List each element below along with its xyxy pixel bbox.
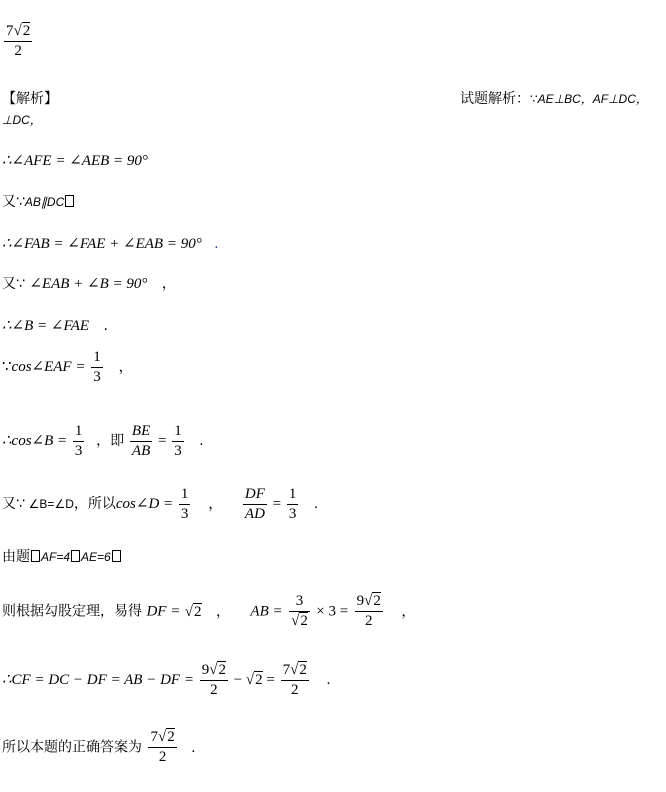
final-answer-prefix: 所以本题的正确答案为	[2, 739, 142, 756]
step-11-period: .	[326, 671, 331, 688]
answer-fraction	[4, 24, 32, 59]
answer-coefficient: 7	[6, 23, 14, 39]
ratio-df-ad: $\frac{DF}{AD}$	[244, 486, 265, 522]
step-7-period: .	[199, 432, 204, 449]
step-10-fraction-2: $\frac{9√2}{2}$	[356, 593, 381, 629]
intro-text: 试题解析：	[460, 91, 530, 107]
equals-sign: =	[272, 495, 282, 512]
given-relation-wrap: ⊥DC，	[2, 113, 42, 127]
because-symbol: ∵	[530, 92, 538, 106]
missing-glyph-icon	[65, 195, 74, 207]
final-answer-fraction: $\frac{7√2}{2}$	[150, 729, 175, 765]
sqrt-icon: √2	[184, 603, 202, 620]
step-7-fraction-2: $\frac{1}{3}$	[174, 423, 182, 459]
missing-glyph-icon	[71, 550, 80, 562]
step-4	[2, 277, 176, 292]
step-8-prefix: 又∵	[2, 495, 25, 512]
step-11	[2, 663, 330, 698]
step-9	[2, 550, 122, 564]
step-10-fraction: $\frac{3}{√2}$	[291, 593, 308, 629]
step-1: ∴∠AFE = ∠AEB = 90°	[2, 153, 148, 169]
step-9-prefix: 由题	[2, 549, 30, 565]
given-af: AF=4	[41, 550, 71, 564]
step-4-expression: ∠EAB + ∠B = 90°	[29, 276, 148, 292]
analysis-intro	[460, 92, 666, 110]
step-6-fraction: $\frac{1}{3}$	[93, 349, 101, 385]
step-8-fraction: $\frac{1}{3}$	[180, 486, 189, 522]
step-3-expression: ∴∠FAB = ∠FAE + ∠EAB = 90°	[2, 236, 202, 252]
minus-sign: −	[233, 671, 243, 688]
equals-sign: =	[157, 432, 167, 449]
step-8-period: .	[314, 495, 318, 512]
df-expression: DF =	[146, 603, 181, 620]
because-symbol: ∵	[2, 358, 12, 375]
step-8	[2, 487, 318, 522]
step-6-comma: ，	[118, 358, 134, 375]
ab-expression: AB =	[250, 603, 283, 620]
equals-sign: =	[266, 671, 275, 688]
step-10-prefix: 则根据勾股定理，易得	[2, 603, 142, 620]
step-5-expression: ∴∠B = ∠FAE	[2, 318, 90, 334]
times-three: × 3 =	[316, 603, 349, 620]
step-4-prefix: 又∵	[2, 276, 25, 292]
step-7-expression: ∴cos∠B =	[2, 432, 68, 449]
step-7	[2, 424, 203, 459]
step-8-fraction-2: $\frac{1}{3}$	[288, 486, 297, 522]
step-2-prefix: 又∵	[2, 194, 25, 210]
ratio-be-ab: $\frac{BE}{AB}$	[131, 423, 151, 459]
step-11-fraction: $\frac{9√2}{2}$	[201, 662, 226, 698]
step-11-expression: ∴CF = DC − DF = AB − DF =	[2, 671, 194, 688]
parallel-relation: AB∥DC	[24, 195, 65, 209]
step-7-fraction: $\frac{1}{3}$	[74, 423, 83, 459]
sqrt-icon: √2	[13, 23, 31, 39]
step-4-comma: ，	[161, 276, 176, 292]
top-answer	[2, 24, 34, 59]
given-ae: AE=6	[81, 550, 111, 564]
step-12	[2, 730, 196, 765]
step-5	[2, 319, 108, 334]
final-answer-period: .	[191, 739, 196, 756]
missing-glyph-icon	[31, 550, 40, 562]
angle-relation: ∠B=∠D	[28, 496, 74, 511]
step-8-comma: ，	[208, 495, 224, 512]
step-3	[2, 237, 219, 252]
step-8-expression: cos∠D =	[115, 495, 174, 512]
missing-glyph-icon	[112, 550, 121, 562]
step-10	[2, 594, 415, 629]
step-2	[2, 195, 75, 209]
answer-radicand: 2	[22, 23, 31, 39]
sqrt-icon: √2	[245, 671, 263, 688]
step-3-period: .	[214, 236, 219, 252]
step-6	[2, 350, 134, 385]
step-7-connector: ，即	[96, 432, 125, 449]
analysis-label: 【解析】	[2, 91, 58, 107]
step-10-comma: ，	[215, 603, 230, 620]
given-relation: AE⊥BC，AF⊥DC，	[537, 92, 648, 106]
step-5-period: .	[103, 318, 108, 334]
answer-denominator: 2	[14, 43, 22, 59]
step-8-connector: ，所以	[73, 495, 116, 512]
step-6-expression: cos∠EAF =	[11, 358, 86, 375]
step-11-fraction-2: $\frac{7√2}{2}$	[282, 662, 307, 698]
step-10-comma-2: ，	[401, 603, 416, 620]
